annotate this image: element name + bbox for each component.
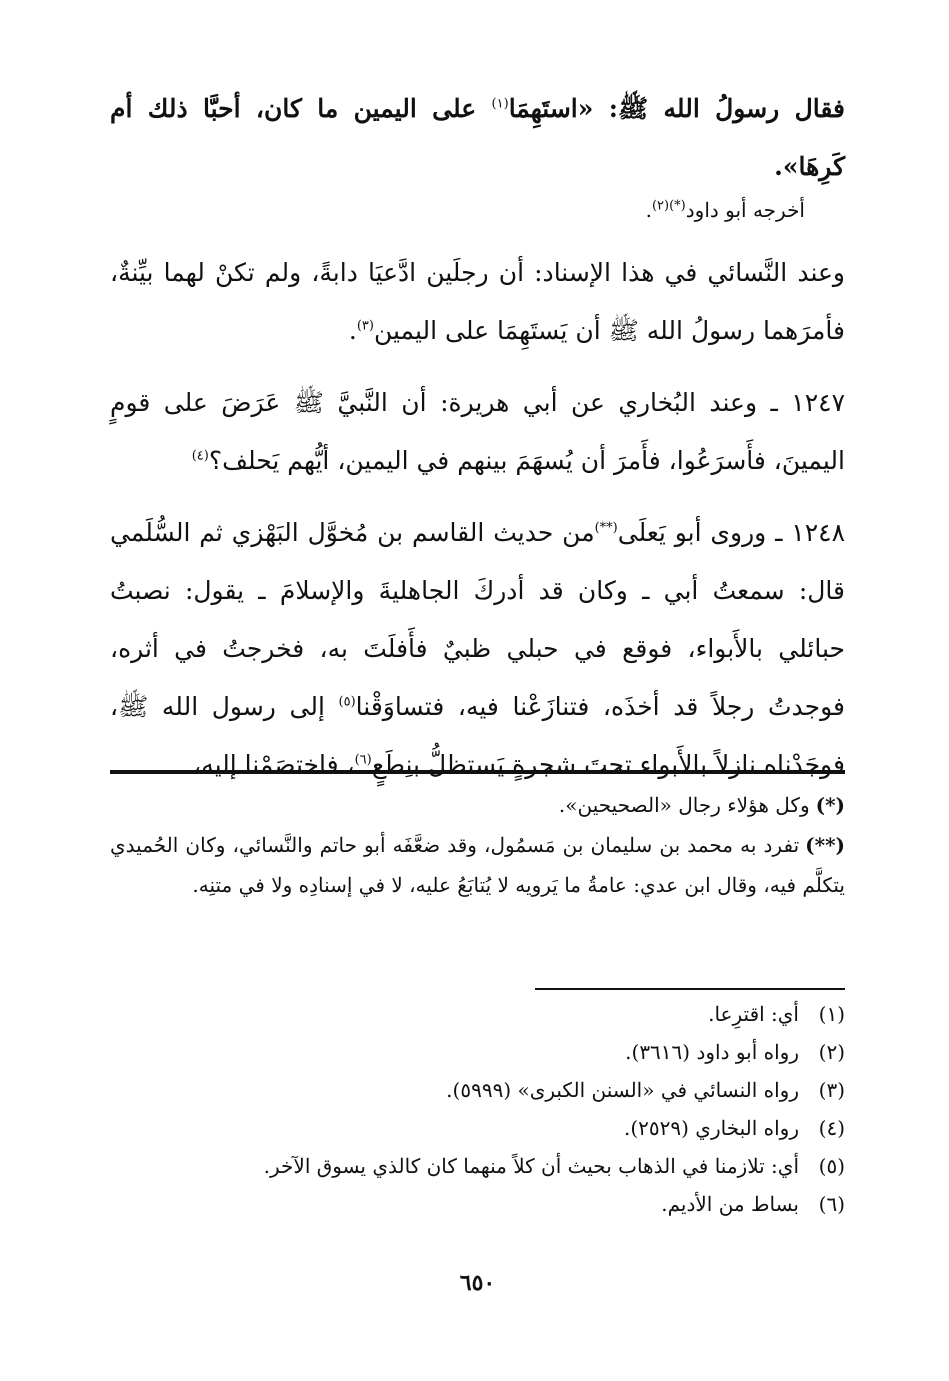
- footnote-text: رواه النسائي في «السنن الكبرى» (٥٩٩٩).: [446, 1078, 799, 1102]
- footnote-ref[interactable]: (٣): [356, 318, 374, 334]
- text-run: وعند النَّسائي في هذا الإسناد: أن رجلَين ادَّعيَا دابةً، ولم تكنْ لهما بيِّنةٌ، فأمرَهما رسولُ الله ﷺ أن يَستَهِمَا على اليمين: [110, 258, 845, 345]
- footnote-item: [110, 1071, 845, 1109]
- footnote-item: [110, 995, 845, 1033]
- footnotes: [110, 995, 845, 1223]
- footnote-number: (٢): [818, 1040, 845, 1064]
- footnote-text: رواه أبو داود (٣٦١٦).: [625, 1040, 799, 1064]
- footnote-item: [110, 1185, 845, 1223]
- hadith-paragraph-1: [110, 80, 845, 196]
- footnote-number: (٦): [818, 1192, 845, 1216]
- note-text: تفرد به محمد بن سليمان بن مَسمُول، وقد ضعَّفَه أبو حاتم والنَّسائي، وكان الحُميدي يتكلَّم فيه، وقال ابن عدي: عامةُ ما يَرويه لا يُتابَعُ عليه، لا في إسنادِه ولا في متنِه.: [110, 833, 845, 897]
- footnote-text: أي: اقترِعا.: [708, 1002, 799, 1026]
- footnote-text: رواه البخاري (٢٥٢٩).: [623, 1116, 799, 1140]
- text-run: .: [645, 198, 652, 222]
- footnote-ref[interactable]: (٥): [338, 694, 356, 710]
- text-run: أخرجه أبو داود: [685, 198, 805, 222]
- main-text: [110, 80, 845, 794]
- hadith-1248: [110, 504, 845, 794]
- footnote-number: (٥): [818, 1154, 845, 1178]
- text-run: فقال رسولُ الله ﷺ: «استَهِمَا: [508, 94, 845, 123]
- footnote-ref[interactable]: (٤): [191, 448, 209, 464]
- footnote-number: (١): [818, 1002, 845, 1026]
- text-run: إلى رسول الله ﷺ، فوجَدْناه نازلاً بالأَبواء تحتَ شجرةٍ يَستظلُّ بنِطَعٍ: [110, 692, 845, 779]
- notes-divider: [110, 770, 845, 774]
- hadith-paragraph-2: [110, 244, 845, 360]
- text-run: ١٢٤٧ ـ وعند البُخاري عن أبي هريرة: أن النَّبيَّ ﷺ عَرَضَ على قومٍ اليمينَ، فأَسرَعُوا، فأَمرَ أن يُسهَمَ بينهم في اليمين، أيُّهم يَحلف؟: [110, 388, 845, 475]
- note-ref[interactable]: (**): [594, 520, 618, 536]
- text-run: ١٢٤٨ ـ وروى أبو يَعلَى: [617, 518, 845, 547]
- footnote-text: بساط من الأديم.: [661, 1192, 799, 1216]
- footnote-ref[interactable]: (٦): [354, 752, 372, 768]
- footnote-number: (٣): [818, 1078, 845, 1102]
- text-run: من حديث القاسم بن مُخوَّل البَهْزي ثم السُّلَمي قال: سمعتُ أبي ـ وكان قد أدركَ الجاهليةَ والإسلامَ ـ يقول: نصبتُ حبائلي بالأَبواء، فوقع في حبلي ظبيٌ فأَفلَتَ به، فخرجتُ في أثره، فوجدتُ رجلاً قد أخذَه، فتنازَعْنا فيه، فتساوَقْنا: [110, 518, 845, 721]
- text-run: .: [348, 316, 357, 345]
- footnote-item: [110, 1147, 845, 1185]
- editor-note: [110, 825, 845, 905]
- text-run: ، فاختصَمْنا إليه،: [193, 750, 355, 779]
- footnote-ref[interactable]: (١): [491, 96, 509, 112]
- note-text: وكل هؤلاء رجال «الصحيحين».: [558, 793, 810, 817]
- book-page: [110, 80, 845, 1310]
- footnote-item: [110, 1109, 845, 1147]
- footnotes-divider: [535, 988, 845, 990]
- editor-notes: [110, 785, 845, 905]
- note-mark: (**): [805, 833, 845, 857]
- hadith-1247: [110, 374, 845, 490]
- footnote-number: (٤): [818, 1116, 845, 1140]
- source-line: [110, 190, 805, 230]
- editor-note: [110, 785, 845, 825]
- footnote-item: [110, 1033, 845, 1071]
- footnote-text: أي: تلازمنا في الذهاب بحيث أن كلاً منهما كان كالذي يسوق الآخر.: [263, 1154, 799, 1178]
- page-number: ٦٥٠: [459, 1270, 496, 1296]
- note-mark: (*): [815, 793, 845, 817]
- text-run: على اليمين ما كان، أحبَّا ذلك أم كَرِهَا».: [110, 94, 845, 181]
- footnote-ref[interactable]: (*)(٢): [651, 198, 686, 214]
